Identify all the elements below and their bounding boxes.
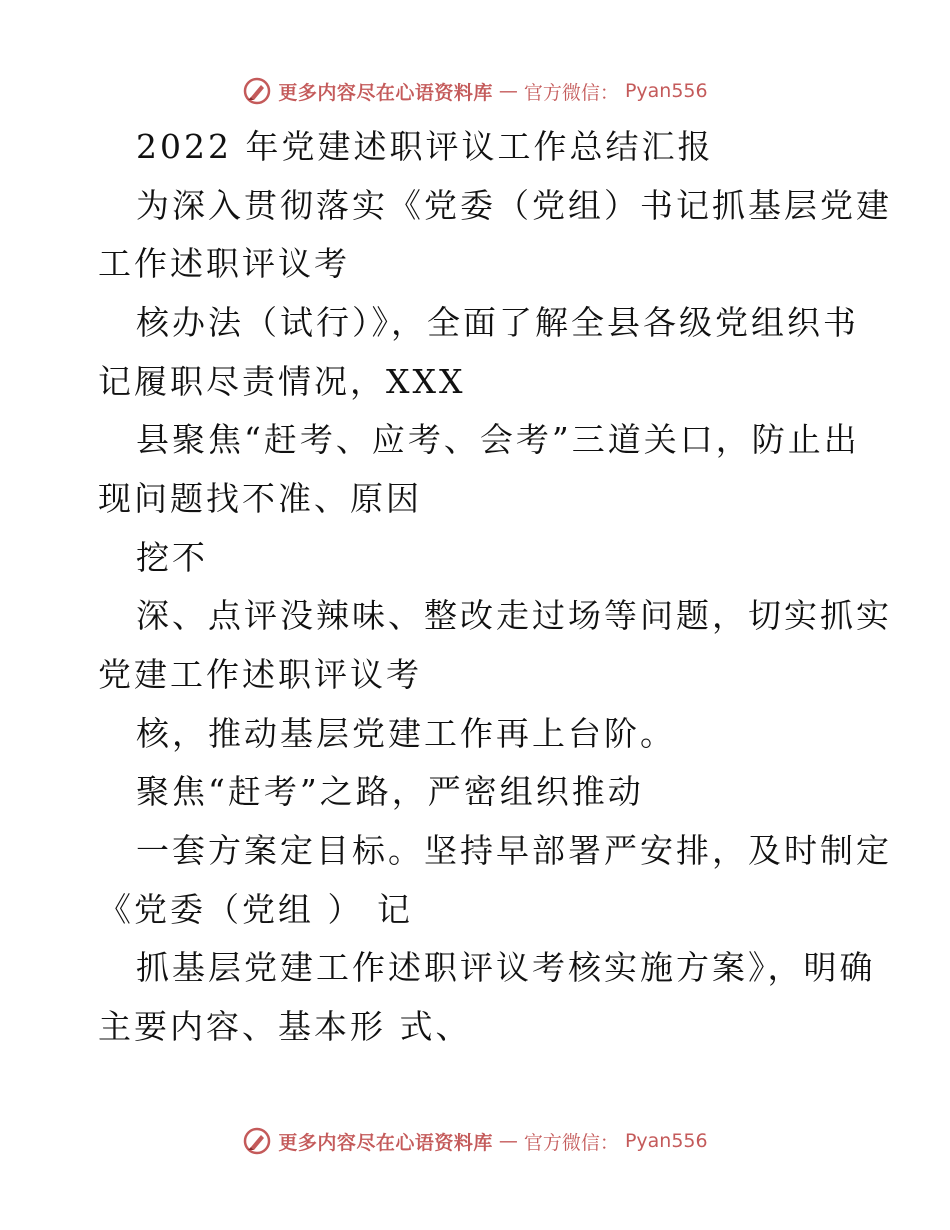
paragraph-line: 《党委（党组 ） 记 xyxy=(98,890,413,929)
watermark-site: 更多内容尽在心语资料库 xyxy=(278,1131,493,1154)
watermark-site: 更多内容尽在心语资料库 xyxy=(278,81,493,104)
paragraph-line: 核办法（试行）》，全面了解全县各级党组织书 xyxy=(136,303,859,342)
watermark-official: 官方微信： xyxy=(523,81,619,104)
watermark-footer xyxy=(0,1121,950,1161)
paragraph-line: 党建工作述职评议考 xyxy=(98,655,422,694)
section-heading: 聚焦“赶考”之路，严密组织推动 xyxy=(136,772,644,811)
paragraph-line: 记履职尽责情况，XXX xyxy=(98,362,466,401)
watermark-wechat-id: Pyan556 xyxy=(624,80,708,102)
paragraph-line: 工作述职评议考 xyxy=(98,244,350,283)
watermark-official: 官方微信： xyxy=(523,1131,619,1154)
paragraph-line: 主要内容、基本形 式、 xyxy=(98,1007,472,1046)
paragraph-line: 核，推动基层党建工作再上台阶。 xyxy=(136,714,676,753)
paragraph-line: 深、点评没辣味、整改走过场等问题，切实抓实 xyxy=(136,596,892,635)
paragraph-line: 抓基层党建工作述职评议考核实施方案》，明确 xyxy=(136,948,876,987)
paragraph-line: 一套方案定目标。坚持早部署严安排，及时制定 xyxy=(136,831,892,870)
paragraph-line: 为深入贯彻落实《党委（党组）书记抓基层党建 xyxy=(136,186,892,225)
document-title: 2022 年党建述职评议工作总结汇报 xyxy=(136,127,714,166)
watermark-wechat-id: Pyan556 xyxy=(624,1130,708,1152)
paragraph-line: 县聚焦“赶考、应考、会考”三道关口，防止出 xyxy=(136,420,860,459)
watermark-dash: — xyxy=(498,1130,518,1152)
pen-circle-logo-icon xyxy=(242,1126,272,1156)
paragraph-line: 现问题找不准、原因 xyxy=(98,479,422,518)
paragraph-line: 挖不 xyxy=(136,538,208,577)
watermark-dash: — xyxy=(498,80,518,102)
